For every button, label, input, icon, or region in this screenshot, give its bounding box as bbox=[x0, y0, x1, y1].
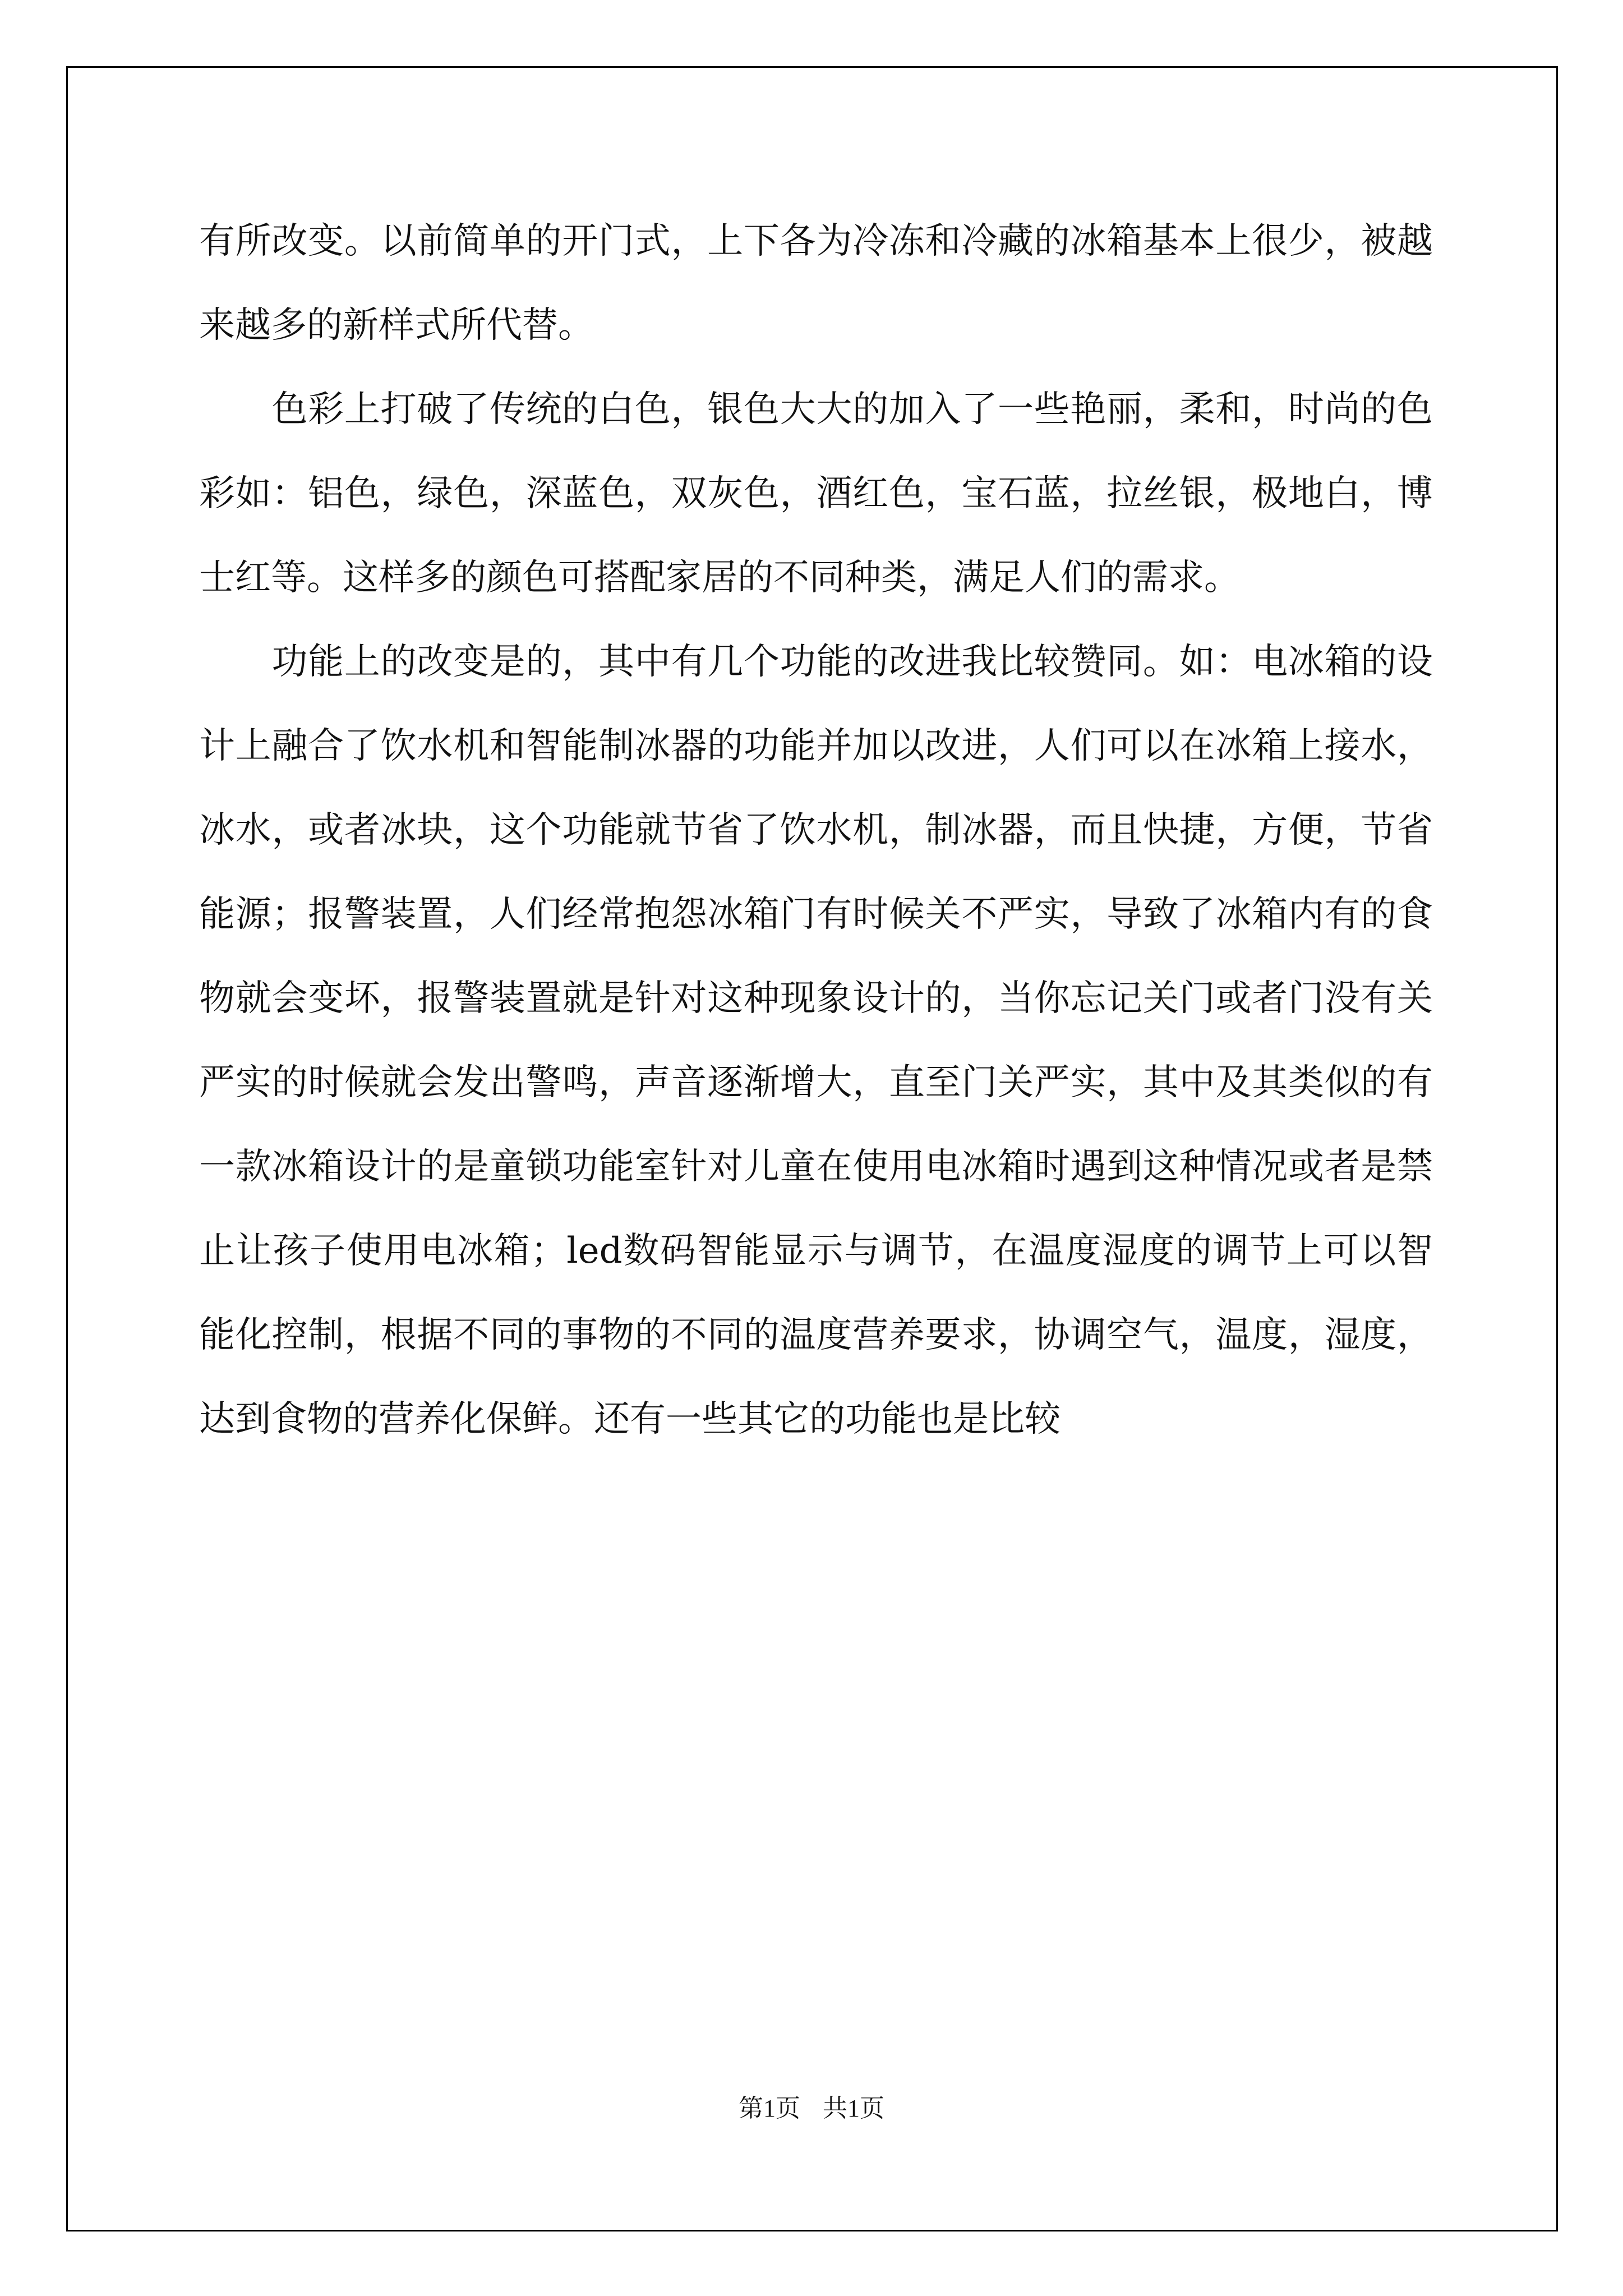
page-number-current: 第1页 bbox=[739, 2095, 800, 2122]
document-body bbox=[199, 199, 1433, 1461]
page-footer bbox=[0, 2088, 1623, 2124]
paragraph-2: 色彩上打破了传统的白色，银色大大的加入了一些艳丽，柔和，时尚的色彩如：铝色，绿色，深蓝色，双灰色，酒红色，宝石蓝，拉丝银，极地白，博士红等。这样多的颜色可搭配家居的不同种类，满足人们的需求。 bbox=[199, 389, 1433, 599]
paragraph-1: 有所改变。以前简单的开门式，上下各为冷冻和冷藏的冰箱基本上很少，被越来越多的新样式所代替。 bbox=[199, 220, 1433, 346]
paragraph-3: 功能上的改变是的，其中有几个功能的改进我比较赞同。如：电冰箱的设计上融合了饮水机和智能制冰器的功能并加以改进，人们可以在冰箱上接水，冰水，或者冰块，这个功能就节省了饮水机，制冰器，而且快捷，方便，节省能源；报警装置，人们经常抱怨冰箱门有时候关不严实，导致了冰箱内有的食物就会变坏，报警装置就是针对这种现象设计的，当你忘记关门或者门没有关严实的时候就会发出警鸣，声音逐渐增大，直至门关严实，其中及其类似的有一款冰箱设计的是童锁功能室针对儿童在使用电冰箱时遇到这种情况或者是禁止让孩子使用电冰箱；led数码智能显示与调节，在温度湿度的调节上可以智能化控制，根据不同的事物的不同的温度营养要求，协调空气，温度，湿度，达到食物的营养化保鲜。还有一些其它的功能也是比较 bbox=[199, 641, 1433, 1440]
page-number-total: 共1页 bbox=[823, 2095, 884, 2122]
